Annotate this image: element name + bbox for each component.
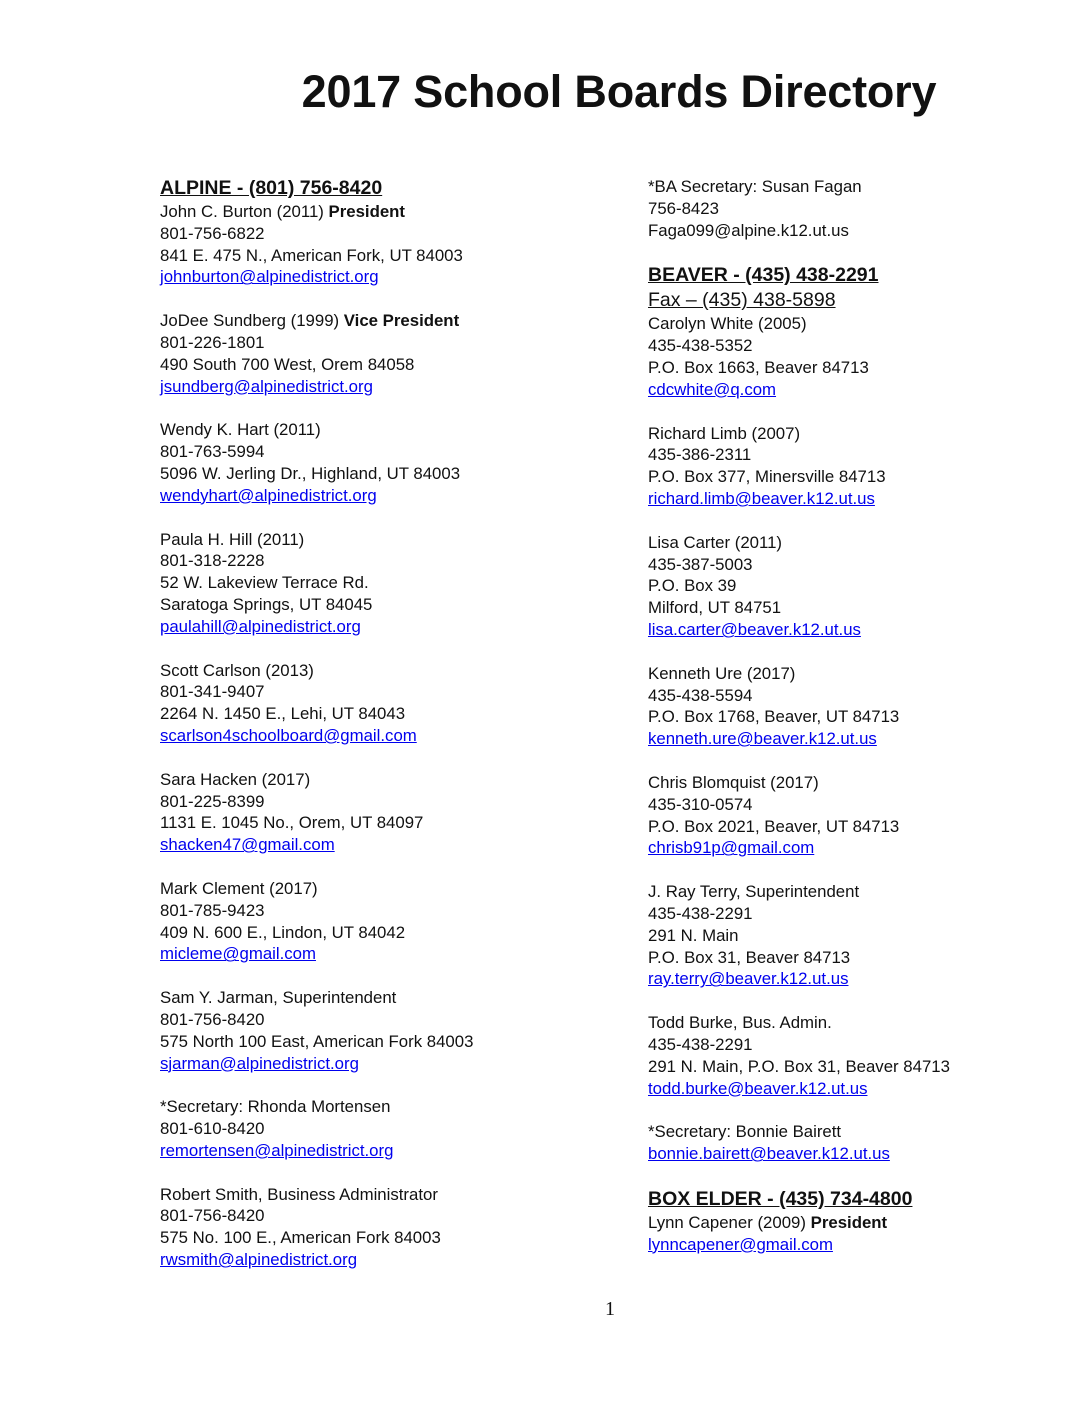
- member-address: 52 W. Lakeview Terrace Rd.: [160, 573, 369, 593]
- member-role: President: [810, 1212, 888, 1232]
- staff-entry: [160, 1096, 600, 1161]
- member-phone: 435-438-5352: [648, 336, 753, 356]
- district-fax-beaver: Fax – (435) 438-5898: [648, 289, 836, 312]
- left-column: [160, 176, 600, 1293]
- member-name: Richard Limb (2007): [648, 423, 801, 443]
- member-role: Vice President: [343, 311, 460, 331]
- member-name: Chris Blomquist (2017): [648, 772, 819, 792]
- member-email-link[interactable]: johnburton@alpinedistrict.org: [160, 267, 379, 287]
- member-phone: 435-438-5594: [648, 685, 753, 705]
- staff-email-link[interactable]: sjarman@alpinedistrict.org: [160, 1053, 359, 1073]
- member-name: Wendy K. Hart (2011): [160, 420, 321, 440]
- member-phone: 801-226-1801: [160, 332, 265, 352]
- member-address: 409 N. 600 E., Lindon, UT 84042: [160, 922, 406, 942]
- staff-email-link[interactable]: rwsmith@alpinedistrict.org: [160, 1250, 358, 1270]
- member-phone: 801-341-9407: [160, 682, 265, 702]
- member-name: John C. Burton (2011): [160, 202, 329, 221]
- member-address: 2264 N. 1450 E., Lehi, UT 84043: [160, 704, 406, 724]
- staff-entry: [160, 1184, 600, 1271]
- member-email-link[interactable]: chrisb91p@gmail.com: [648, 838, 815, 858]
- member-email-link[interactable]: kenneth.ure@beaver.k12.ut.us: [648, 729, 877, 749]
- member-name: Lisa Carter (2011): [648, 532, 782, 552]
- district-heading-box-elder: BOX ELDER - (435) 734-4800: [648, 1187, 913, 1210]
- staff-name: J. Ray Terry, Superintendent: [648, 882, 860, 902]
- district-beaver: [648, 263, 1088, 313]
- page-title: 2017 School Boards Directory: [301, 66, 937, 117]
- member-email-link[interactable]: shacken47@gmail.com: [160, 835, 335, 855]
- member-email-link[interactable]: scarlson4schoolboard@gmail.com: [160, 725, 417, 745]
- member-name: JoDee Sundberg (1999): [160, 311, 344, 331]
- staff-entry: [648, 176, 1088, 241]
- board-member-entry: [648, 423, 1088, 510]
- board-member-entry: [160, 878, 600, 965]
- member-email-link[interactable]: lisa.carter@beaver.k12.ut.us: [648, 619, 861, 639]
- member-phone: 801-225-8399: [160, 791, 265, 811]
- staff-entry: [648, 881, 1088, 990]
- staff-phone: 801-756-8420: [160, 1206, 265, 1226]
- member-address: P.O. Box 377, Minersville 84713: [648, 467, 886, 487]
- member-address: P.O. Box 1768, Beaver, UT 84713: [648, 707, 900, 727]
- member-email-link[interactable]: jsundberg@alpinedistrict.org: [160, 376, 373, 396]
- member-address-line2: Milford, UT 84751: [648, 598, 782, 618]
- member-address: P.O. Box 2021, Beaver, UT 84713: [648, 816, 900, 836]
- member-phone: 435-387-5003: [648, 554, 753, 574]
- member-role: President: [328, 202, 406, 221]
- district-alpine: [160, 176, 600, 201]
- staff-email-link[interactable]: bonnie.bairett@beaver.k12.ut.us: [648, 1144, 890, 1164]
- member-address: 1131 E. 1045 No., Orem, UT 84097: [160, 813, 424, 833]
- staff-entry: [160, 987, 600, 1074]
- member-name: Paula H. Hill (2011): [160, 529, 305, 549]
- board-member-entry: [648, 663, 1088, 750]
- staff-address: 575 No. 100 E., American Fork 84003: [160, 1228, 441, 1248]
- staff-name: Robert Smith, Business Administrator: [160, 1184, 438, 1204]
- staff-address-line2: P.O. Box 31, Beaver 84713: [648, 947, 851, 967]
- member-name: Lynn Capener (2009): [648, 1212, 811, 1232]
- staff-email: Faga099@alpine.k12.ut.us: [648, 220, 849, 240]
- board-member-entry: [648, 532, 1088, 641]
- member-phone: 801-785-9423: [160, 900, 265, 920]
- member-address: P.O. Box 39: [648, 576, 737, 596]
- member-address: 841 E. 475 N., American Fork, UT 84003: [160, 245, 463, 265]
- member-phone: 801-756-6822: [160, 223, 265, 243]
- member-name: Sara Hacken (2017): [160, 769, 311, 789]
- board-member-entry: [160, 201, 600, 288]
- board-member-entry: [160, 660, 600, 747]
- member-address: 490 South 700 West, Orem 84058: [160, 354, 415, 374]
- staff-address: 575 North 100 East, American Fork 84003: [160, 1031, 474, 1051]
- page-number: 1: [605, 1298, 615, 1320]
- member-phone: 435-310-0574: [648, 794, 753, 814]
- staff-name: *Secretary: Bonnie Bairett: [648, 1122, 842, 1142]
- district-heading-alpine: ALPINE - (801) 756-8420: [160, 177, 383, 199]
- staff-phone: 435-438-2291: [648, 1034, 753, 1054]
- district-box-elder: [648, 1187, 1088, 1212]
- member-name: Kenneth Ure (2017): [648, 663, 796, 683]
- member-name: Carolyn White (2005): [648, 314, 807, 334]
- member-address: 5096 W. Jerling Dr., Highland, UT 84003: [160, 463, 461, 483]
- right-column: [648, 176, 1088, 1277]
- board-member-entry: [160, 419, 600, 506]
- member-email-link[interactable]: micleme@gmail.com: [160, 944, 316, 964]
- staff-email-link[interactable]: remortensen@alpinedistrict.org: [160, 1140, 394, 1160]
- member-email-link[interactable]: cdcwhite@q.com: [648, 379, 777, 399]
- staff-email-link[interactable]: ray.terry@beaver.k12.ut.us: [648, 969, 849, 989]
- member-email-link[interactable]: paulahill@alpinedistrict.org: [160, 616, 361, 636]
- board-member-entry: [648, 772, 1088, 859]
- member-email-link[interactable]: lynncapener@gmail.com: [648, 1234, 833, 1254]
- board-member-entry: [160, 769, 600, 856]
- member-phone: 801-318-2228: [160, 551, 265, 571]
- staff-address: 291 N. Main: [648, 925, 739, 945]
- staff-phone: 435-438-2291: [648, 903, 753, 923]
- staff-entry: [648, 1121, 1088, 1165]
- staff-name: Todd Burke, Bus. Admin.: [648, 1013, 832, 1033]
- staff-phone: 756-8423: [648, 198, 719, 218]
- member-email-link[interactable]: wendyhart@alpinedistrict.org: [160, 485, 377, 505]
- staff-name: Sam Y. Jarman, Superintendent: [160, 988, 397, 1008]
- member-phone: 435-386-2311: [648, 445, 752, 465]
- staff-email-link[interactable]: todd.burke@beaver.k12.ut.us: [648, 1078, 868, 1098]
- member-address: P.O. Box 1663, Beaver 84713: [648, 357, 869, 377]
- staff-phone: 801-756-8420: [160, 1009, 265, 1029]
- staff-name: *BA Secretary: Susan Fagan: [648, 177, 862, 196]
- board-member-entry: [160, 310, 600, 397]
- staff-address: 291 N. Main, P.O. Box 31, Beaver 84713: [648, 1056, 950, 1076]
- staff-entry: [648, 1012, 1088, 1099]
- member-name: Scott Carlson (2013): [160, 660, 314, 680]
- staff-phone: 801-610-8420: [160, 1119, 265, 1139]
- member-phone: 801-763-5994: [160, 442, 265, 462]
- member-address-line2: Saratoga Springs, UT 84045: [160, 594, 373, 614]
- board-member-entry: [648, 313, 1088, 400]
- board-member-entry: [160, 529, 600, 638]
- staff-name: *Secretary: Rhonda Mortensen: [160, 1097, 391, 1117]
- member-name: Mark Clement (2017): [160, 878, 318, 898]
- district-heading-beaver: BEAVER - (435) 438-2291: [648, 264, 879, 287]
- board-member-entry: [648, 1212, 1088, 1256]
- member-email-link[interactable]: richard.limb@beaver.k12.ut.us: [648, 488, 875, 508]
